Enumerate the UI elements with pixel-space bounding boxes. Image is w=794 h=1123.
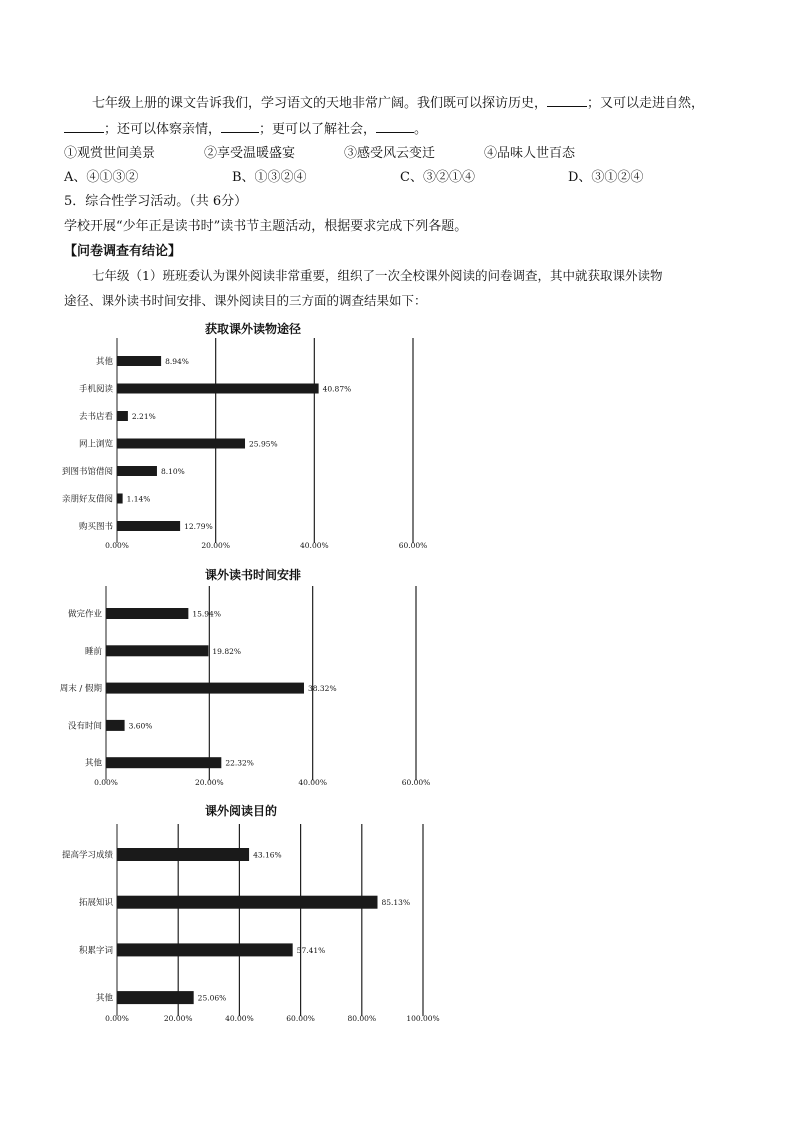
tick-label: 40.00%: [298, 778, 327, 787]
data-label: 15.94%: [192, 609, 221, 619]
answer-blank-3[interactable]: [221, 120, 259, 133]
data-label: 43.16%: [253, 850, 282, 860]
bar: [106, 757, 221, 768]
tick-label: 0.00%: [105, 1014, 129, 1023]
chart-1-title: 获取课外读物途径: [205, 322, 302, 336]
data-label: 8.94%: [165, 357, 189, 366]
data-label: 57.41%: [296, 945, 326, 955]
category-label: 购买图书: [78, 522, 113, 532]
tick-label: 100.00%: [406, 1014, 440, 1023]
tick-label: 0.00%: [105, 541, 129, 550]
chart-reading-purpose: [0, 824, 794, 1034]
category-label: 网上浏览: [78, 439, 113, 450]
category-label: 到图书馆借阅: [61, 467, 113, 477]
phrase-2: ②享受温暖盛宴: [204, 146, 296, 161]
data-label: 38.32%: [307, 684, 337, 694]
answer-blank-1[interactable]: [547, 94, 587, 107]
bar: [117, 439, 245, 449]
bar: [117, 896, 377, 909]
tick-label: 60.00%: [286, 1014, 315, 1023]
data-label: 1.14%: [126, 494, 151, 504]
bar: [117, 848, 249, 861]
question-5-title: 5．综合性学习活动。（共 6分）: [64, 194, 248, 209]
data-label: 19.82%: [212, 646, 242, 656]
bar: [117, 384, 319, 394]
data-label: 12.79%: [184, 522, 213, 531]
tick-label: 60.00%: [401, 778, 431, 787]
section-heading: 【问卷调查有结论】: [64, 244, 182, 259]
category-label: 睡前: [84, 646, 102, 657]
tick-label: 20.00%: [163, 1014, 193, 1023]
bar: [117, 466, 157, 476]
category-label: 周末 / 假期: [59, 684, 102, 695]
tick-label: 0.00%: [94, 778, 118, 787]
choice-d[interactable]: D、③①②④: [568, 170, 644, 185]
bar: [117, 521, 180, 531]
bar: [117, 494, 123, 504]
chart-2-title: 课外读书时间安排: [205, 568, 302, 582]
survey-para-line-2: 途径、课外读书时间安排、课外阅读目的三方面的调查结果如下：: [64, 293, 427, 308]
bar: [106, 645, 208, 656]
tick-label: 80.00%: [347, 1014, 377, 1023]
intro-text-2a: ；还可以体察亲情，: [104, 122, 222, 137]
tick-label: 20.00%: [195, 778, 224, 787]
phrase-4: ④品味人世百态: [484, 146, 576, 161]
choice-b[interactable]: B、①③②④: [232, 170, 307, 185]
data-label: 22.32%: [225, 758, 254, 768]
category-label: 亲朋好友借阅: [61, 494, 113, 505]
intro-text-1b: ；又可以走进自然，: [587, 96, 705, 111]
tick-label: 60.00%: [398, 541, 428, 550]
phrase-1: ①观赏世间美景: [64, 146, 156, 161]
data-label: 40.87%: [322, 384, 352, 394]
intro-text-2b: ；更可以了解社会，: [259, 122, 377, 137]
category-label: 做完作业: [67, 609, 102, 620]
bar: [117, 943, 293, 956]
data-label: 8.10%: [160, 467, 185, 476]
category-label: 其他: [84, 758, 102, 769]
chart-reading-channels: [0, 338, 794, 558]
category-label: 其他: [95, 993, 113, 1004]
category-label: 拓展知识: [78, 898, 113, 909]
tick-label: 20.00%: [201, 541, 230, 550]
tick-label: 40.00%: [225, 1014, 254, 1023]
category-label: 提高学习成绩: [61, 850, 113, 861]
intro-text-2end: 。: [414, 122, 428, 137]
intro-text-1a: 七年级上册的课文告诉我们，学习语文的天地非常广阔。我们既可以探访历史，: [92, 96, 548, 111]
category-label: 去书店看: [78, 412, 113, 422]
data-label: 2.21%: [131, 412, 156, 421]
data-label: 85.13%: [381, 898, 411, 908]
bar: [117, 356, 161, 366]
bar: [106, 720, 125, 731]
bar: [106, 608, 188, 619]
intro-line-1: [92, 92, 704, 111]
question-5-desc: 学校开展“少年正是读书时”读书节主题活动，根据要求完成下列各题。: [64, 219, 468, 234]
tick-label: 40.00%: [300, 541, 329, 550]
intro-line-2: [64, 118, 427, 137]
category-label: 其他: [95, 357, 113, 367]
bar: [106, 683, 304, 694]
bar: [117, 991, 194, 1004]
chart-reading-time: [0, 586, 794, 796]
category-label: 没有时间: [67, 721, 102, 732]
choice-a[interactable]: A、④①③②: [64, 170, 139, 185]
phrase-3: ③感受风云变迁: [344, 146, 436, 161]
chart-3-title: 课外阅读目的: [205, 804, 278, 818]
bar: [117, 411, 128, 421]
answer-blank-4[interactable]: [376, 120, 414, 133]
data-label: 3.60%: [128, 721, 153, 731]
data-label: 25.06%: [197, 993, 227, 1003]
choice-c[interactable]: C、③②①④: [400, 170, 475, 185]
survey-para-line-1: 七年级（1）班班委认为课外阅读非常重要，组织了一次全校课外阅读的问卷调查，其中就获取课外读物: [92, 268, 663, 283]
category-label: 手机阅读: [78, 384, 113, 395]
category-label: 积累字词: [78, 945, 113, 956]
answer-blank-2[interactable]: [64, 120, 104, 133]
data-label: 25.95%: [249, 439, 278, 449]
